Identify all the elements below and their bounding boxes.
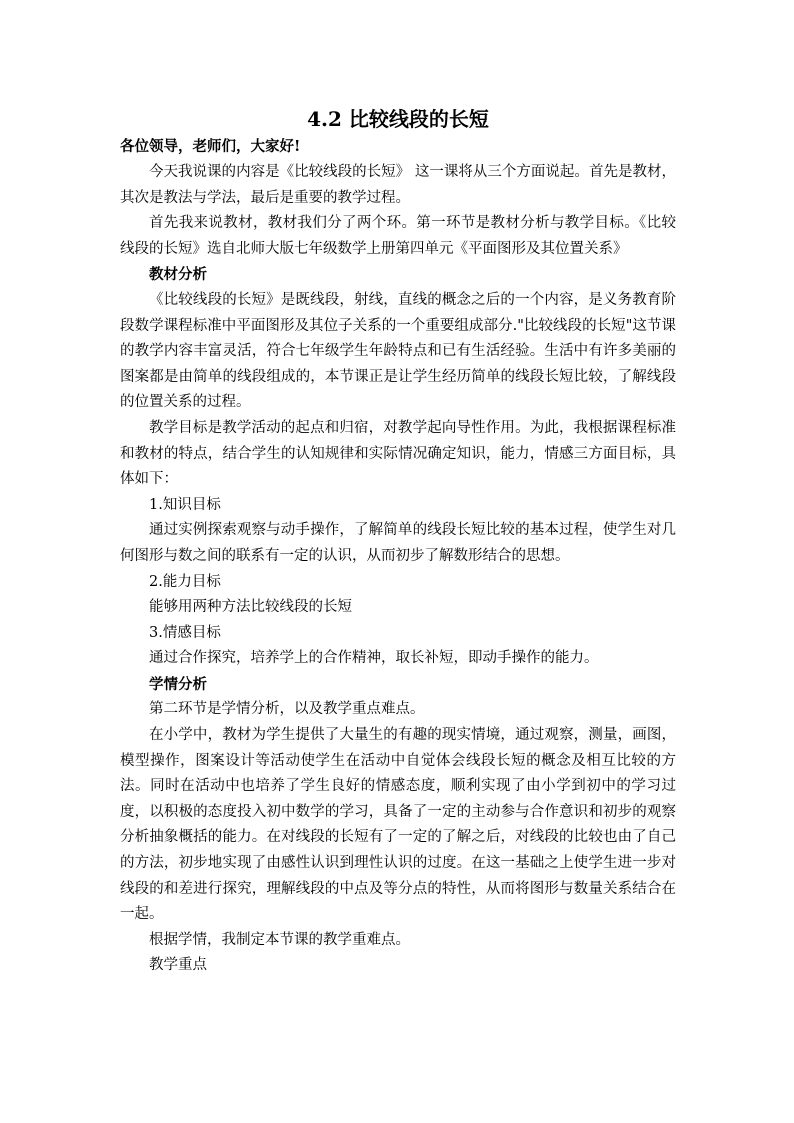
paragraph-textbook: 首先我来说教材，教材我们分了两个环。第一环节是教材分析与教学目标。《比较线段的长短》选自北师大版七年级数学上册第四单元《平面图形及其位置关系》: [120, 215, 676, 257]
paragraph-intro: 今天我说课的内容是《比较线段的长短》 这一课将从三个方面说起。首先是教材，其次是教法与学法，最后是重要的教学过程。: [120, 164, 676, 206]
paragraph-knowledge-goal: 通过实例探索观察与动手操作，了解简单的线段长短比较的基本过程，使学生对几何图形与数之间的联系有一定的认识，从而初步了解数形结合的思想。: [120, 522, 676, 564]
paragraph-second-step: 第二环节是学情分析，以及教学重点难点。: [149, 701, 425, 718]
heading-knowledge-goal: 1.知识目标: [149, 496, 221, 513]
paragraph-ability-goal: 能够用两种方法比较线段的长短: [149, 599, 352, 616]
heading-ability-goal: 2.能力目标: [149, 573, 221, 590]
paragraph-teaching-goals: 教学目标是教学活动的起点和归宿，对教学起向导性作用。为此，我根据课程标准和教材的特点，结合学生的认知规律和实际情况确定知识，能力，情感三方面目标，具体如下：: [120, 419, 676, 488]
heading-textbook-analysis: 教材分析: [149, 266, 207, 284]
document-title: 4.2 比较线段的长短: [307, 107, 489, 131]
heading-student-analysis: 学情分析: [149, 675, 207, 693]
heading-teaching-focus: 教学重点: [149, 957, 207, 974]
paragraph-student-analysis: 在小学中，教材为学生提供了大量生的有趣的现实情境，通过观察，测量，画图，模型操作，图案设计等活动使学生在活动中自觉体会线段长短的概念及相互比较的方法。同时在活动中也培养了学生良好的情感态度，顺利实现了由小学到初中的学习过度，以积极的态度投入初中数学的学习，具备了一定的主动参与合作意识和初步的观察分析抽象概括的能力。在对线段的长短有了一定的了解之后，对线段的比较也由了自己的方法，初步地实现了由感性认识到理性认识的过度。在这一基础之上使学生进一步对线段的和差进行探究，理解线段的中点及等分点的特性，从而将图形与数量关系结合在一起。: [120, 727, 676, 923]
paragraph-textbook-analysis: 《比较线段的长短》是既线段，射线，直线的概念之后的一个内容，是义务教育阶段数学课程标准中平面图形及其位子关系的一个重要组成部分."比较线段的长短"这节课的教学内容丰富灵活，符合七年级学生年龄特点和已有生活经验。生活中有许多美丽的图案都是由简单的线段组成的，本节课正是让学生经历简单的线段长短比较，了解线段的位置关系的过程。: [120, 291, 676, 411]
paragraph-key-points-intro: 根据学情，我制定本节课的教学重难点。: [149, 931, 410, 948]
document-body: [120, 104, 676, 979]
paragraph-emotion-goal: 通过合作探究，培养学上的合作精神，取长补短，即动手操作的能力。: [149, 650, 599, 667]
heading-emotion-goal: 3.情感目标: [149, 624, 221, 641]
greeting: 各位领导，老师们，大家好!: [120, 138, 301, 155]
